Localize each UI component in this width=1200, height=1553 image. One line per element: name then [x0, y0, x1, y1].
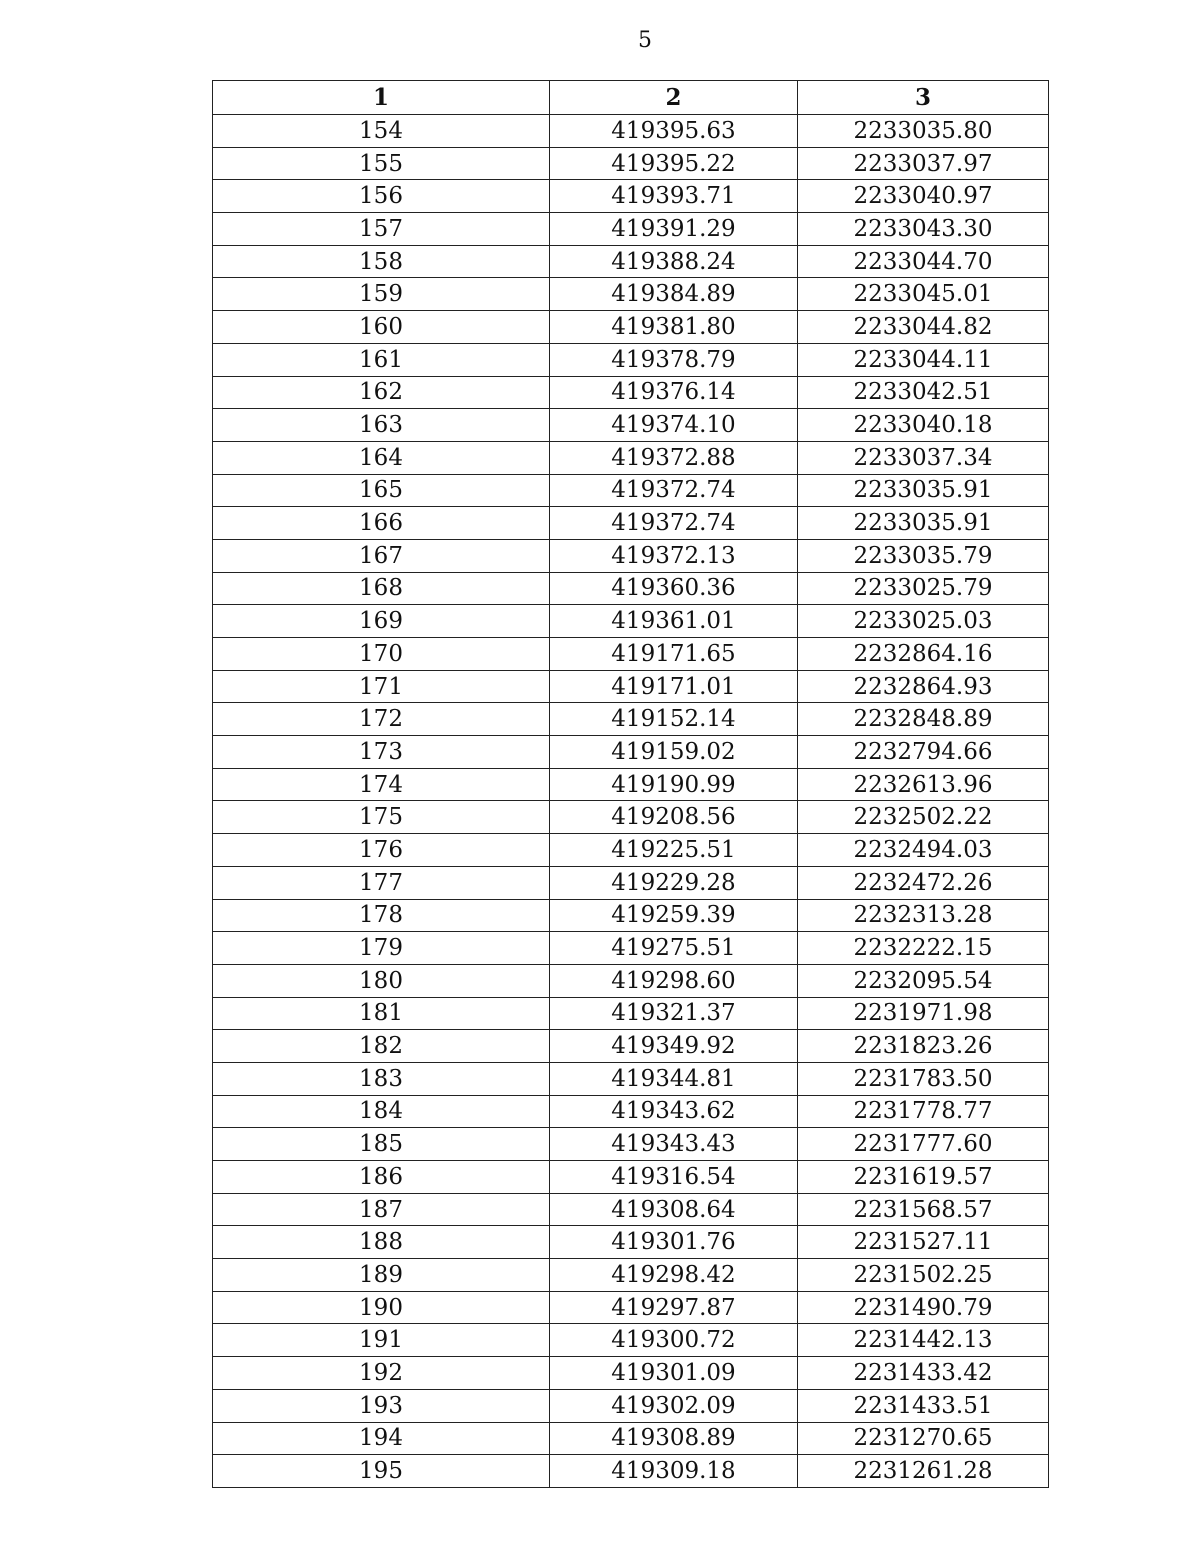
page-number: 5 [638, 28, 652, 53]
table-cell-col-1: 158 [213, 245, 550, 278]
table-cell-col-2: 419275.51 [550, 932, 798, 965]
table-cell-col-2: 419372.88 [550, 441, 798, 474]
table-cell-col-3: 2231270.65 [798, 1422, 1049, 1455]
table-cell-col-2: 419225.51 [550, 834, 798, 867]
table-cell-col-3: 2231502.25 [798, 1259, 1049, 1292]
table-cell-col-3: 2231568.57 [798, 1193, 1049, 1226]
table-cell-col-2: 419381.80 [550, 311, 798, 344]
table-row [213, 409, 1049, 442]
table-cell-col-3: 2233044.70 [798, 245, 1049, 278]
table-cell-col-3: 2233025.03 [798, 605, 1049, 638]
table-cell-col-2: 419300.72 [550, 1324, 798, 1357]
table-cell-col-1: 171 [213, 670, 550, 703]
table-cell-col-3: 2233045.01 [798, 278, 1049, 311]
table-cell-col-1: 178 [213, 899, 550, 932]
table-cell-col-1: 183 [213, 1062, 550, 1095]
table-cell-col-3: 2232472.26 [798, 866, 1049, 899]
table-cell-col-3: 2232864.16 [798, 638, 1049, 671]
table-row [213, 899, 1049, 932]
table-row [213, 834, 1049, 867]
table-row [213, 964, 1049, 997]
table-cell-col-1: 166 [213, 507, 550, 540]
table-cell-col-3: 2231783.50 [798, 1062, 1049, 1095]
table-row [213, 376, 1049, 409]
table-cell-col-2: 419361.01 [550, 605, 798, 638]
table-cell-col-1: 165 [213, 474, 550, 507]
table-cell-col-2: 419393.71 [550, 180, 798, 213]
table-cell-col-3: 2233037.34 [798, 441, 1049, 474]
table-cell-col-2: 419343.62 [550, 1095, 798, 1128]
table-cell-col-2: 419388.24 [550, 245, 798, 278]
table-row [213, 801, 1049, 834]
table-cell-col-2: 419372.74 [550, 474, 798, 507]
table-row [213, 1128, 1049, 1161]
table-cell-col-2: 419391.29 [550, 213, 798, 246]
table-cell-col-2: 419308.89 [550, 1422, 798, 1455]
table-cell-col-2: 419372.74 [550, 507, 798, 540]
table-cell-col-1: 188 [213, 1226, 550, 1259]
table-cell-col-2: 419349.92 [550, 1030, 798, 1063]
table-row [213, 343, 1049, 376]
table-row [213, 213, 1049, 246]
table-cell-col-3: 2231433.42 [798, 1357, 1049, 1390]
table-row [213, 670, 1049, 703]
table-cell-col-3: 2231261.28 [798, 1455, 1049, 1488]
table-cell-col-2: 419259.39 [550, 899, 798, 932]
table-cell-col-1: 174 [213, 768, 550, 801]
table-cell-col-1: 175 [213, 801, 550, 834]
table-cell-col-3: 2232222.15 [798, 932, 1049, 965]
table-cell-col-1: 172 [213, 703, 550, 736]
table-row [213, 605, 1049, 638]
table-row [213, 1226, 1049, 1259]
table-cell-col-2: 419301.76 [550, 1226, 798, 1259]
coordinates-table-container [212, 80, 1048, 1488]
table-cell-col-1: 195 [213, 1455, 550, 1488]
table-cell-col-2: 419190.99 [550, 768, 798, 801]
table-cell-col-1: 163 [213, 409, 550, 442]
table-cell-col-2: 419316.54 [550, 1161, 798, 1194]
table-cell-col-3: 2231778.77 [798, 1095, 1049, 1128]
table-row [213, 1357, 1049, 1390]
table-cell-col-1: 181 [213, 997, 550, 1030]
table-cell-col-2: 419171.01 [550, 670, 798, 703]
table-cell-col-3: 2233044.82 [798, 311, 1049, 344]
table-cell-col-2: 419374.10 [550, 409, 798, 442]
table-cell-col-2: 419159.02 [550, 736, 798, 769]
table-cell-col-3: 2231777.60 [798, 1128, 1049, 1161]
table-row [213, 1324, 1049, 1357]
table-cell-col-2: 419376.14 [550, 376, 798, 409]
table-cell-col-1: 192 [213, 1357, 550, 1390]
table-row [213, 932, 1049, 965]
table-row [213, 474, 1049, 507]
table-row [213, 1389, 1049, 1422]
table-cell-col-2: 419344.81 [550, 1062, 798, 1095]
table-row [213, 115, 1049, 148]
table-cell-col-1: 191 [213, 1324, 550, 1357]
table-cell-col-3: 2233035.91 [798, 474, 1049, 507]
table-cell-col-1: 193 [213, 1389, 550, 1422]
table-cell-col-1: 162 [213, 376, 550, 409]
table-cell-col-1: 180 [213, 964, 550, 997]
table-row [213, 768, 1049, 801]
table-row [213, 572, 1049, 605]
table-cell-col-3: 2231619.57 [798, 1161, 1049, 1194]
table-cell-col-2: 419301.09 [550, 1357, 798, 1390]
table-row [213, 1062, 1049, 1095]
table-cell-col-3: 2231433.51 [798, 1389, 1049, 1422]
table-cell-col-2: 419378.79 [550, 343, 798, 376]
table-cell-col-1: 168 [213, 572, 550, 605]
table-cell-col-2: 419372.13 [550, 539, 798, 572]
table-cell-col-1: 154 [213, 115, 550, 148]
table-row [213, 1291, 1049, 1324]
table-cell-col-1: 189 [213, 1259, 550, 1292]
table-cell-col-1: 161 [213, 343, 550, 376]
table-cell-col-3: 2233042.51 [798, 376, 1049, 409]
table-cell-col-3: 2232613.96 [798, 768, 1049, 801]
table-cell-col-2: 419360.36 [550, 572, 798, 605]
header-row [213, 81, 1049, 115]
table-cell-col-3: 2233040.97 [798, 180, 1049, 213]
table-cell-col-3: 2231490.79 [798, 1291, 1049, 1324]
table-cell-col-3: 2233044.11 [798, 343, 1049, 376]
table-row [213, 311, 1049, 344]
table-cell-col-1: 179 [213, 932, 550, 965]
table-row [213, 245, 1049, 278]
table-cell-col-1: 167 [213, 539, 550, 572]
table-cell-col-2: 419395.22 [550, 147, 798, 180]
table-cell-col-3: 2233035.80 [798, 115, 1049, 148]
table-row [213, 1030, 1049, 1063]
table-cell-col-2: 419309.18 [550, 1455, 798, 1488]
table-row [213, 1259, 1049, 1292]
column-header-1: 1 [213, 81, 550, 115]
table-cell-col-1: 173 [213, 736, 550, 769]
table-cell-col-2: 419298.60 [550, 964, 798, 997]
table-cell-col-1: 185 [213, 1128, 550, 1161]
table-cell-col-3: 2233035.79 [798, 539, 1049, 572]
table-cell-col-3: 2232494.03 [798, 834, 1049, 867]
table-cell-col-1: 182 [213, 1030, 550, 1063]
table-cell-col-3: 2233037.97 [798, 147, 1049, 180]
table-cell-col-1: 184 [213, 1095, 550, 1128]
table-cell-col-3: 2233025.79 [798, 572, 1049, 605]
table-cell-col-3: 2233040.18 [798, 409, 1049, 442]
table-cell-col-1: 194 [213, 1422, 550, 1455]
table-cell-col-3: 2233035.91 [798, 507, 1049, 540]
table-cell-col-2: 419302.09 [550, 1389, 798, 1422]
table-cell-col-1: 164 [213, 441, 550, 474]
table-cell-col-2: 419208.56 [550, 801, 798, 834]
table-cell-col-3: 2232313.28 [798, 899, 1049, 932]
table-cell-col-1: 187 [213, 1193, 550, 1226]
table-cell-col-3: 2232095.54 [798, 964, 1049, 997]
table-row [213, 1422, 1049, 1455]
table-row [213, 1455, 1049, 1488]
table-cell-col-1: 170 [213, 638, 550, 671]
table-cell-col-2: 419321.37 [550, 997, 798, 1030]
table-row [213, 638, 1049, 671]
table-cell-col-3: 2231442.13 [798, 1324, 1049, 1357]
table-header [213, 81, 1049, 115]
table-row [213, 278, 1049, 311]
table-cell-col-2: 419308.64 [550, 1193, 798, 1226]
table-cell-col-3: 2233043.30 [798, 213, 1049, 246]
table-row [213, 507, 1049, 540]
table-cell-col-3: 2232848.89 [798, 703, 1049, 736]
table-row [213, 997, 1049, 1030]
table-row [213, 539, 1049, 572]
table-cell-col-3: 2231527.11 [798, 1226, 1049, 1259]
table-cell-col-2: 419343.43 [550, 1128, 798, 1161]
column-header-3: 3 [798, 81, 1049, 115]
table-cell-col-3: 2231971.98 [798, 997, 1049, 1030]
table-cell-col-1: 177 [213, 866, 550, 899]
coordinates-table [212, 80, 1049, 1488]
table-cell-col-2: 419229.28 [550, 866, 798, 899]
table-row [213, 736, 1049, 769]
table-cell-col-2: 419298.42 [550, 1259, 798, 1292]
table-cell-col-3: 2232502.22 [798, 801, 1049, 834]
table-cell-col-3: 2231823.26 [798, 1030, 1049, 1063]
table-cell-col-2: 419171.65 [550, 638, 798, 671]
table-cell-col-1: 186 [213, 1161, 550, 1194]
table-row [213, 866, 1049, 899]
table-cell-col-1: 159 [213, 278, 550, 311]
table-cell-col-1: 156 [213, 180, 550, 213]
table-cell-col-2: 419384.89 [550, 278, 798, 311]
table-body [213, 115, 1049, 1488]
table-cell-col-1: 176 [213, 834, 550, 867]
table-cell-col-1: 155 [213, 147, 550, 180]
table-row [213, 1193, 1049, 1226]
table-row [213, 147, 1049, 180]
table-row [213, 703, 1049, 736]
table-cell-col-1: 160 [213, 311, 550, 344]
table-cell-col-2: 419297.87 [550, 1291, 798, 1324]
table-cell-col-2: 419395.63 [550, 115, 798, 148]
table-cell-col-2: 419152.14 [550, 703, 798, 736]
table-row [213, 1161, 1049, 1194]
column-header-2: 2 [550, 81, 798, 115]
table-cell-col-1: 169 [213, 605, 550, 638]
table-row [213, 441, 1049, 474]
table-cell-col-3: 2232864.93 [798, 670, 1049, 703]
table-row [213, 180, 1049, 213]
table-row [213, 1095, 1049, 1128]
table-cell-col-1: 190 [213, 1291, 550, 1324]
table-cell-col-3: 2232794.66 [798, 736, 1049, 769]
table-cell-col-1: 157 [213, 213, 550, 246]
